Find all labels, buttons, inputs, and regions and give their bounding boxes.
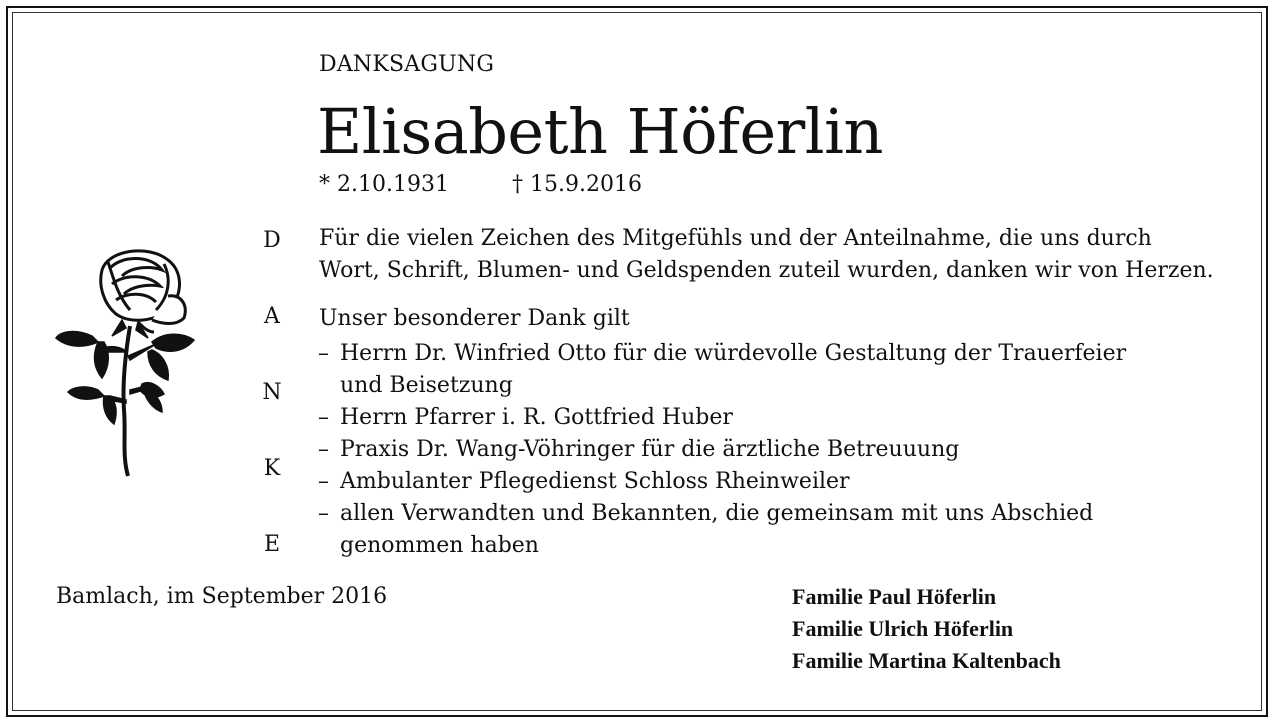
deceased-name: Elisabeth Höferlin — [317, 95, 883, 168]
list-dash: – — [318, 437, 329, 462]
thanks-item-text: allen Verwandten und Bekannten, die gemeinsam mit uns Abschied — [340, 501, 1094, 526]
thanks-item — [318, 405, 733, 430]
thanks-paragraph-line-1: Für die vielen Zeichen des Mitgefühls und der Anteilnahme, die uns durch — [319, 226, 1152, 251]
notice-heading: DANKSAGUNG — [319, 52, 495, 77]
thanks-item-text: Herrn Dr. Winfried Otto für die würdevolle Gestaltung der Trauerfeier — [340, 341, 1127, 366]
birth-date: * 2.10.1931 — [319, 172, 449, 197]
list-dash: – — [318, 405, 329, 430]
signature-line: Familie Paul Höferlin — [792, 584, 997, 609]
thanks-item — [318, 469, 850, 494]
danke-letter-n: N — [262, 380, 282, 405]
special-thanks-intro: Unser besonderer Dank gilt — [319, 306, 630, 331]
thanks-item — [318, 437, 959, 462]
list-dash: – — [318, 501, 329, 526]
thanks-item-text: Herrn Pfarrer i. R. Gottfried Huber — [340, 405, 733, 430]
danke-letter-d: D — [263, 228, 281, 253]
signature-line: Familie Ulrich Höferlin — [792, 616, 1014, 641]
thanks-item-text: Praxis Dr. Wang-Vöhringer für die ärztliche Betreuuung — [340, 437, 960, 462]
list-dash: – — [318, 341, 329, 366]
thanks-item-continuation: und Beisetzung — [340, 373, 513, 398]
signature-line: Familie Martina Kaltenbach — [792, 648, 1061, 673]
danke-letter-e: E — [263, 532, 281, 557]
place-date: Bamlach, im September 2016 — [56, 584, 388, 609]
list-dash: – — [318, 469, 329, 494]
thanks-item — [318, 501, 1093, 526]
danke-letter-k: K — [263, 456, 281, 481]
thanks-item-text: Ambulanter Pflegedienst Schloss Rheinweiler — [340, 469, 850, 494]
thanks-paragraph-line-2: Wort, Schrift, Blumen- und Geldspenden zuteil wurden, danken wir von Herzen. — [319, 258, 1214, 283]
rose-icon — [52, 240, 202, 485]
thanks-item — [318, 341, 1126, 366]
danke-letter-a: A — [264, 304, 280, 329]
death-date: † 15.9.2016 — [512, 172, 642, 197]
thanks-item-continuation: genommen haben — [340, 533, 539, 558]
